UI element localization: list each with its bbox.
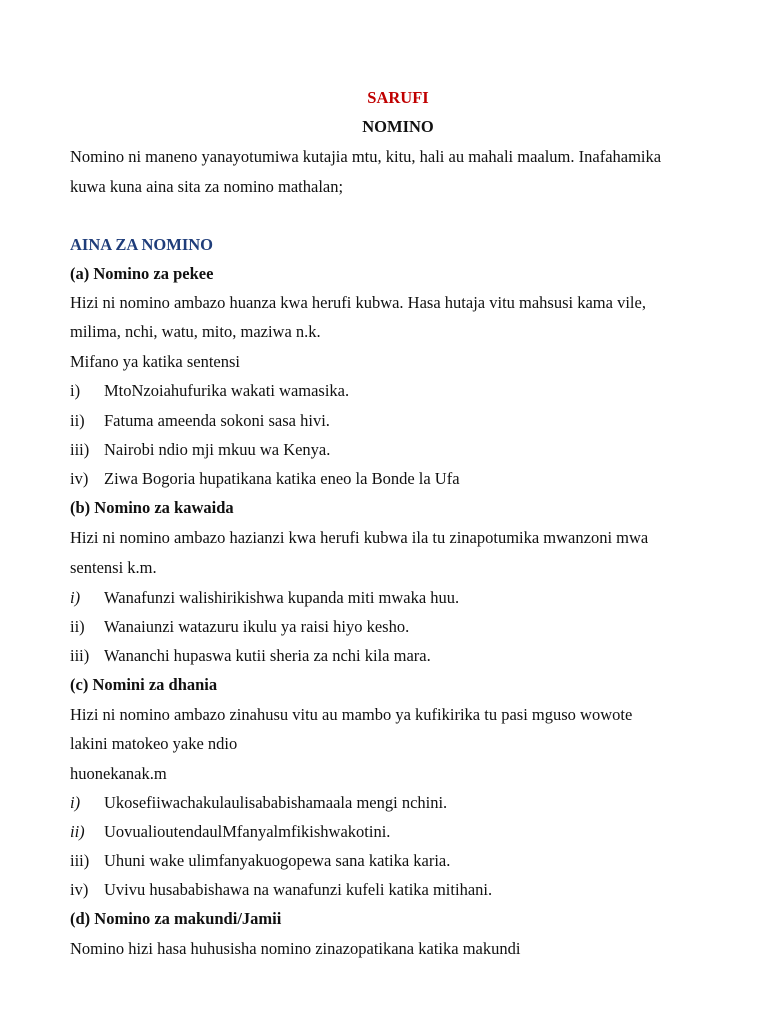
list-text: MtoNzoiahufurika wakati wamasika. [104,381,350,400]
list-number: i) [70,381,81,400]
list-text: Nairobi ndio mji mkuu wa Kenya. [104,440,331,459]
paragraph-line: sentensi k.m. [70,558,157,577]
list-text: Wanaiunzi watazuru ikulu ya raisi hiyo kesho. [104,617,410,636]
list-text: UovualioutendaulMfanyalmfikishwakotini. [104,822,391,841]
list-text: Uvivu husababishawa na wanafunzi kufeli katika mitihani. [104,880,493,899]
list-text: Uhuni wake ulimfanyakuogopewa sana katika karia. [104,851,451,870]
list-number: iii) [70,440,90,459]
list-item [70,646,431,666]
list-item [70,851,450,871]
list-text: Fatuma ameenda sokoni sasa hivi. [104,411,330,430]
paragraph-line: lakini matokeo yake ndio [70,734,238,753]
list-item [70,793,447,813]
paragraph-line: milima, nchi, watu, mito, maziwa n.k. [70,322,321,341]
subsection-heading-a: (a) Nomino za pekee [70,264,214,283]
paragraph-line: Hizi ni nomino ambazo hazianzi kwa herufi kubwa ila tu zinapotumika mwanzoni mwa [70,528,649,547]
list-number: iii) [70,646,90,665]
list-item [70,617,409,637]
list-number: i) [70,588,81,607]
intro-line: kuwa kuna aina sita za nomino mathalan; [70,177,344,196]
list-item [70,440,330,460]
paragraph-line: Hizi ni nomino ambazo huanza kwa herufi kubwa. Hasa hutaja vitu mahsusi kama vile, [70,293,646,312]
list-number: ii) [70,411,85,430]
list-text: Wanafunzi walishirikishwa kupanda miti mwaka huu. [104,588,460,607]
list-text: Wananchi hupaswa kutii sheria za nchi kila mara. [104,646,431,665]
list-number: iii) [70,851,90,870]
list-item [70,469,460,489]
list-text: Ziwa Bogoria hupatikana katika eneo la Bonde la Ufa [104,469,460,488]
list-item [70,381,349,401]
list-text: Ukosefiiwachakulaulisababishamaala mengi nchini. [104,793,448,812]
paragraph-line: huonekanak.m [70,764,167,783]
doc-title: SARUFI [367,88,429,107]
paragraph-line: Nomino hizi hasa huhusisha nomino zinazopatikana katika makundi [70,939,521,958]
list-number: iv) [70,880,89,899]
examples-label: Mifano ya katika sentensi [70,352,240,371]
list-item [70,880,492,900]
intro-line: Nomino ni maneno yanayotumiwa kutajia mtu, kitu, hali au mahali maalum. Inafahamika [70,147,662,166]
subsection-heading-d: (d) Nomino za makundi/Jamii [70,909,282,928]
list-number: iv) [70,469,89,488]
list-item [70,822,390,842]
list-item [70,411,330,431]
list-number: i) [70,793,81,812]
subsection-heading-c: (c) Nomini za dhania [70,675,218,694]
list-item [70,588,459,608]
paragraph-line: Hizi ni nomino ambazo zinahusu vitu au mambo ya kufikirika tu pasi mguso wowote [70,705,633,724]
section-heading: AINA ZA NOMINO [70,235,214,254]
doc-subtitle: NOMINO [362,117,434,136]
subsection-heading-b: (b) Nomino za kawaida [70,498,234,517]
list-number: ii) [70,822,85,841]
list-number: ii) [70,617,85,636]
